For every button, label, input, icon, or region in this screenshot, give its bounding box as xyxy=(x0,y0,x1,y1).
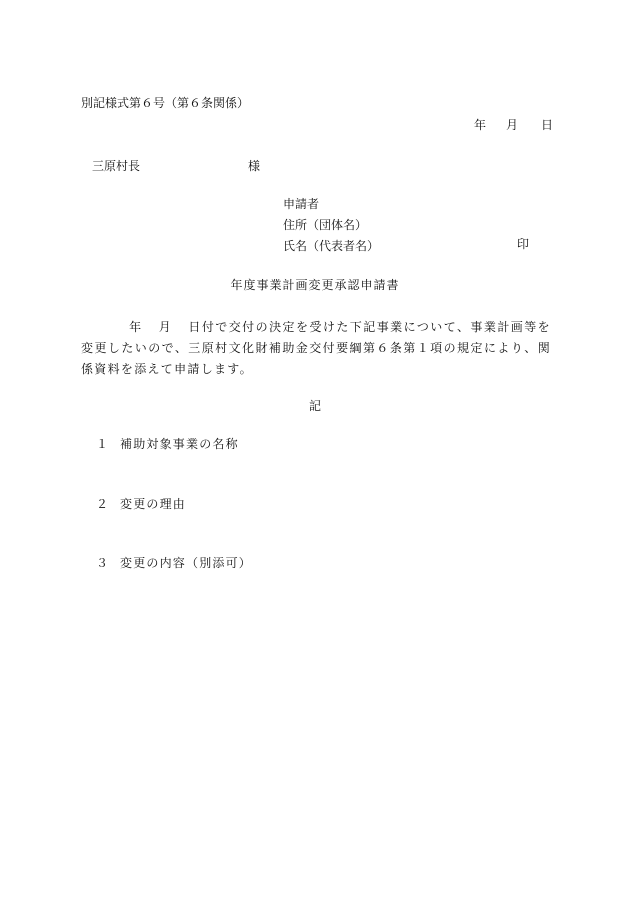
addressee-name: 三原村長 xyxy=(92,159,141,173)
item-label: 補助対象事業の名称 xyxy=(120,437,239,451)
addressee xyxy=(92,159,261,173)
body-year-label: 年 xyxy=(129,320,143,334)
document-body xyxy=(81,317,551,380)
item-number: ２ xyxy=(96,497,110,511)
applicant-address-label: 住所（団体名） xyxy=(283,218,368,232)
addressee-honorific: 様 xyxy=(248,159,261,173)
date-day-label: 日 xyxy=(541,118,554,132)
list-item xyxy=(96,438,239,450)
applicant-block xyxy=(283,198,379,261)
date-line xyxy=(474,119,553,131)
form-id: 別記様式第６号（第６条関係） xyxy=(81,96,250,110)
item-number: １ xyxy=(96,437,110,451)
item-label: 変更の理由 xyxy=(120,497,187,511)
ki-heading: 記 xyxy=(308,399,321,413)
item-number: ３ xyxy=(96,556,110,570)
body-month-label: 月 xyxy=(158,320,173,334)
applicant-name-label: 氏名（代表者名） xyxy=(283,239,380,253)
seal-mark: 印 xyxy=(517,237,530,251)
list-item xyxy=(96,498,186,510)
applicant-label: 申請者 xyxy=(283,197,320,211)
body-text: 日付で交付の決定を受けた下記事業について、事業計画等を変更したいので、三原村文化財補助金交付要綱第６条第１項の規定により、関係資料を添えて申請します。 xyxy=(81,320,551,376)
document-title: 年度事業計画変更承認申請書 xyxy=(230,278,400,292)
item-label: 変更の内容（別添可） xyxy=(120,556,253,570)
date-year-label: 年 xyxy=(474,118,487,132)
date-month-label: 月 xyxy=(506,118,519,132)
list-item xyxy=(96,557,252,569)
